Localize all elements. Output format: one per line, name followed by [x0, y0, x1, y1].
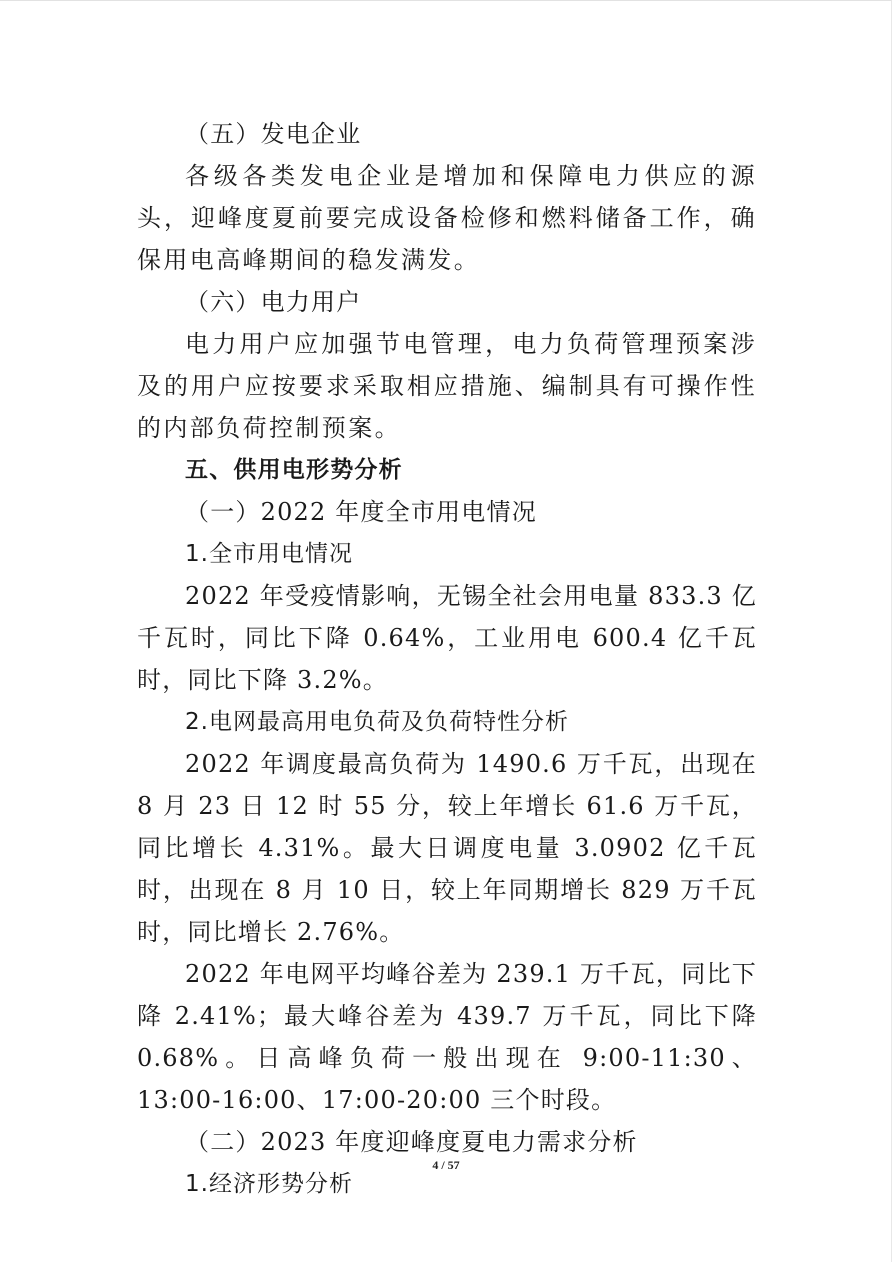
heading-power-users: （六）电力用户 — [185, 288, 362, 316]
heading-2023-summer-demand: （二）2023 年度迎峰度夏电力需求分析 — [185, 1128, 638, 1156]
paragraph-peak-load: 2022 年调度最高负荷为 1490.6 万千瓦，出现在 8 月 23 日 12 时 55 分，较上年增长 61.6 万千瓦，同比增长 4.31%。最大日调度电量 3.0902 亿千瓦时，出现在 8 月 10 日，较上年同期增长 829 万千瓦时，同比增长 2.76%。 — [137, 750, 757, 946]
heading-power-generation-enterprises: （五）发电企业 — [185, 120, 362, 148]
heading-2022-citywide-usage: （一）2022 年度全市用电情况 — [185, 498, 537, 526]
subheading-peak-load-analysis: 2.电网最高用电负荷及负荷特性分析 — [185, 709, 569, 735]
page-number: 4 / 57 — [432, 1158, 460, 1172]
subheading-economic-analysis: 1.经济形势分析 — [185, 1171, 353, 1197]
paragraph-citywide-usage: 2022 年受疫情影响，无锡全社会用电量 833.3 亿千瓦时，同比下降 0.64%，工业用电 600.4 亿千瓦时，同比下降 3.2%。 — [137, 582, 757, 694]
page-content — [137, 113, 757, 1205]
paragraph-power-generation: 各级各类发电企业是增加和保障电力供应的源头，迎峰度夏前要完成设备检修和燃料储备工作，确保用电高峰期间的稳发满发。 — [137, 162, 757, 274]
paragraph-peak-valley-difference: 2022 年电网平均峰谷差为 239.1 万千瓦，同比下降 2.41%；最大峰谷差为 439.7 万千瓦，同比下降 0.68%。日高峰负荷一般出现在 9:00-11:30、13:00-16:00、17:00-20:00 三个时段。 — [137, 960, 757, 1114]
subheading-citywide-usage: 1.全市用电情况 — [185, 541, 353, 567]
paragraph-power-users: 电力用户应加强节电管理，电力负荷管理预案涉及的用户应按要求采取相应措施、编制具有可操作性的内部负荷控制预案。 — [137, 330, 757, 442]
section-title-supply-demand-analysis: 五、供用电形势分析 — [185, 457, 403, 483]
